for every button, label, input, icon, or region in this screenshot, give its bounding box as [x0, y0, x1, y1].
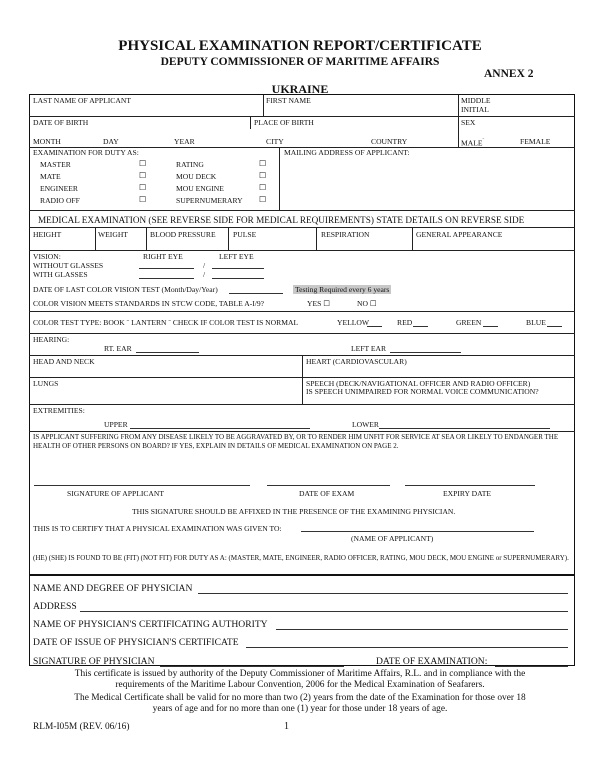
duty-supernumerary: SUPERNUMERARY — [176, 196, 243, 205]
first-name-field[interactable] — [264, 105, 457, 116]
footer-line-2a: The Medical Certificate shall be valid for no more than two (2) years from the date of the Examination for those over 18 — [74, 693, 526, 703]
lower-label: LOWER — [352, 420, 379, 429]
respiration-label: RESPIRATION — [321, 230, 370, 239]
middle-initial-label: MIDDLE INITIAL — [461, 96, 491, 114]
extremities-label: EXTREMITIES: — [33, 406, 85, 415]
city-label: CITY — [266, 137, 284, 146]
exam-date-field[interactable] — [495, 666, 568, 667]
physician-name-label: NAME AND DEGREE OF PHYSICIAN — [33, 583, 193, 594]
footer-paragraph-2 — [0, 693, 600, 715]
checkbox-engineer[interactable]: ☐ — [139, 183, 147, 192]
duty-mate: MATE — [40, 172, 61, 181]
color-blue[interactable]: BLUE — [526, 318, 546, 327]
month-label: MONTH — [33, 137, 61, 146]
page-number: 1 — [284, 721, 289, 732]
country-label: UKRAINE — [271, 82, 329, 96]
duty-mou-engine: MOU ENGINE — [176, 184, 224, 193]
lt-with-field[interactable] — [212, 278, 264, 279]
checkbox-master[interactable]: ☐ — [139, 159, 147, 168]
dob-label: DATE OF BIRTH — [33, 118, 89, 127]
first-name-label: FIRST NAME — [266, 96, 311, 105]
upper-field[interactable] — [130, 428, 310, 429]
color-red[interactable]: RED — [397, 318, 413, 327]
rt-without-field[interactable] — [139, 268, 194, 269]
medical-exam-banner: MEDICAL EXAMINATION (SEE REVERSE SIDE FOR MEDICAL REQUIREMENTS) STATE DETAILS ON REVERSE SIDE — [38, 215, 525, 225]
rt-with-field[interactable] — [139, 278, 194, 279]
last-name-field[interactable] — [30, 105, 262, 116]
speech-label: SPEECH (DECK/NAVIGATIONAL OFFICER AND RADIO OFFICER) — [306, 379, 531, 388]
upper-label: UPPER — [104, 420, 128, 429]
page-subtitle: DEPUTY COMMISSIONER OF MARITIME AFFAIRS — [160, 56, 440, 68]
left-eye-label: LEFT EYE — [219, 252, 254, 261]
rt-ear-field[interactable] — [136, 352, 199, 353]
annex-label: ANNEX 2 — [484, 68, 534, 80]
checkbox-mou-deck[interactable]: ☐ — [259, 171, 267, 180]
year-label: YEAR — [174, 137, 195, 146]
exam-date-label: DATE OF EXAMINATION: — [376, 656, 488, 667]
expiry-date-field[interactable] — [405, 485, 535, 486]
duty-mou-deck: MOU DECK — [176, 172, 217, 181]
rt-ear-label: RT. EAR — [104, 344, 132, 353]
duty-radio-off: RADIO OFF — [40, 196, 80, 205]
lt-without-field[interactable] — [212, 268, 264, 269]
affix-note: THIS SIGNATURE SHOULD BE AFFIXED IN THE PRESENCE OF THE EXAMINING PHYSICIAN. — [132, 507, 456, 516]
duty-label: EXAMINATION FOR DUTY AS: — [33, 148, 139, 157]
footer-line-1a: This certificate is issued by authority of the Deputy Commissioner of Maritime Affairs, R.L. and in compliance with the — [74, 669, 526, 679]
checkbox-rating[interactable]: ☐ — [259, 159, 267, 168]
yes-checkbox[interactable]: YES ☐ — [307, 299, 331, 308]
left-ear-field[interactable] — [390, 352, 461, 353]
last-color-test-label: DATE OF LAST COLOR VISION TEST (Month/Day/Year) — [33, 285, 218, 294]
general-appearance-label: GENERAL APPEARANCE — [416, 230, 503, 239]
speech-question: IS SPEECH UNIMPAIRED FOR NORMAL VOICE COMMUNICATION? — [306, 387, 539, 396]
applicant-signature-label: SIGNATURE OF APPLICANT — [67, 489, 165, 498]
testing-required-note: Testing Required every 6 years — [295, 285, 390, 294]
hearing-label: HEARING: — [33, 335, 70, 344]
with-glasses-label: WITH GLASSES — [33, 270, 88, 279]
female-checkbox[interactable]: FEMALE — [520, 137, 551, 146]
checkbox-mou-engine[interactable]: ☐ — [259, 183, 267, 192]
issue-date-label: DATE OF ISSUE OF PHYSICIAN'S CERTIFICATE — [33, 637, 239, 648]
sex-label: SEX — [461, 118, 476, 127]
physician-signature-label: SIGNATURE OF PHYSICIAN — [33, 656, 155, 667]
certificating-authority-field[interactable] — [276, 629, 568, 630]
without-glasses-label: WITHOUT GLASSES — [33, 261, 104, 270]
vision-label: VISION: — [33, 252, 61, 261]
physician-signature-field[interactable] — [160, 666, 344, 667]
duty-engineer: ENGINEER — [40, 184, 78, 193]
color-test-type-label: COLOR TEST TYPE: BOOK ˉ LANTERN ˉ CHECK IF COLOR TEST IS NORMAL — [33, 318, 299, 327]
applicant-name-field[interactable] — [301, 531, 534, 532]
mailing-address-field[interactable] — [281, 158, 574, 209]
certificating-authority-label: NAME OF PHYSICIAN'S CERTIFICATING AUTHORITY — [33, 619, 268, 630]
footer-line-1b: requirements of the Maritime Labour Convention, 2006 for the Medical Examination of Seafarers. — [115, 680, 485, 690]
head-neck-label: HEAD AND NECK — [33, 357, 95, 366]
applicant-signature-field[interactable] — [34, 485, 250, 486]
expiry-date-label: EXPIRY DATE — [443, 489, 492, 498]
certify-statement: THIS IS TO CERTIFY THAT A PHYSICAL EXAMINATION WAS GIVEN TO: — [33, 524, 282, 533]
address-label: ADDRESS — [33, 601, 77, 612]
height-label: HEIGHT — [33, 230, 62, 239]
date-of-exam-field[interactable] — [267, 485, 390, 486]
checkbox-supernumerary[interactable]: ☐ — [259, 195, 267, 204]
blood-pressure-label: BLOOD PRESSURE — [150, 230, 216, 239]
last-name-label: LAST NAME OF APPLICANT — [33, 96, 131, 105]
male-checkbox[interactable]: $MALE^ˉ$ — [461, 138, 485, 148]
pob-label: PLACE OF BIRTH — [254, 118, 314, 127]
color-standards-label: COLOR VISION MEETS STANDARDS IN STCW CODE, TABLE A-I/9? — [33, 299, 265, 308]
physician-name-field[interactable] — [198, 593, 568, 594]
right-eye-label: RIGHT EYE — [143, 252, 183, 261]
heart-label: HEART (CARDIOVASCULAR) — [306, 357, 407, 366]
name-of-applicant-label: (NAME OF APPLICANT) — [351, 534, 434, 543]
checkbox-radio-off[interactable]: ☐ — [139, 195, 147, 204]
left-ear-label: LEFT EAR — [351, 344, 387, 353]
form-number: RLM-I05M (REV. 06/16) — [33, 722, 130, 732]
lungs-label: LUNGS — [33, 379, 59, 388]
pulse-label: PULSE — [233, 230, 257, 239]
color-green[interactable]: GREEN — [456, 318, 482, 327]
checkbox-mate[interactable]: ☐ — [139, 171, 147, 180]
day-label: DAY — [103, 137, 119, 146]
lower-field[interactable] — [379, 428, 550, 429]
duty-master: MASTER — [40, 160, 71, 169]
issue-date-field[interactable] — [246, 647, 568, 648]
weight-label: WEIGHT — [98, 230, 128, 239]
footer-paragraph-1 — [0, 669, 600, 691]
fit-statement: (HE) (SHE) IS FOUND TO BE (FIT) (NOT FIT) FOR DUTY AS A: (MASTER, MATE, ENGINEER, RADIO OFFICER, RATING, MOU DECK, MOU ENGINE or SUPERNUMERARY). — [33, 554, 569, 562]
page-title: PHYSICAL EXAMINATION REPORT/CERTIFICATE — [118, 38, 482, 54]
disease-question: IS APPLICANT SUFFERING FROM ANY DISEASE LIKELY TO BE AGGRAVATED BY, OR TO RENDER HIM UNFIT FOR SERVICE AT SEA OR LIKELY TO ENDANGER THE HEALTH OF OTHER PERSONS ON BOARD? IF YES, EXPLAIN IN DETAILS OF MEDICAL EXAMINATION ON PAGE 2. — [33, 433, 559, 450]
mailing-address-label: MAILING ADDRESS OF APPLICANT: — [284, 148, 410, 157]
middle-initial-field[interactable] — [459, 105, 574, 116]
date-of-exam-label: DATE OF EXAM — [299, 489, 355, 498]
last-color-test-field[interactable] — [229, 293, 283, 294]
address-field[interactable] — [80, 611, 568, 612]
no-checkbox[interactable]: NO ☐ — [357, 299, 377, 308]
duty-rating: RATING — [176, 160, 204, 169]
country-field-label: COUNTRY — [371, 137, 408, 146]
color-yellow[interactable]: YELLOW — [337, 318, 370, 327]
footer-line-2b: years of age and for no more than one (1) year for those under 18 years of age. — [152, 704, 448, 714]
